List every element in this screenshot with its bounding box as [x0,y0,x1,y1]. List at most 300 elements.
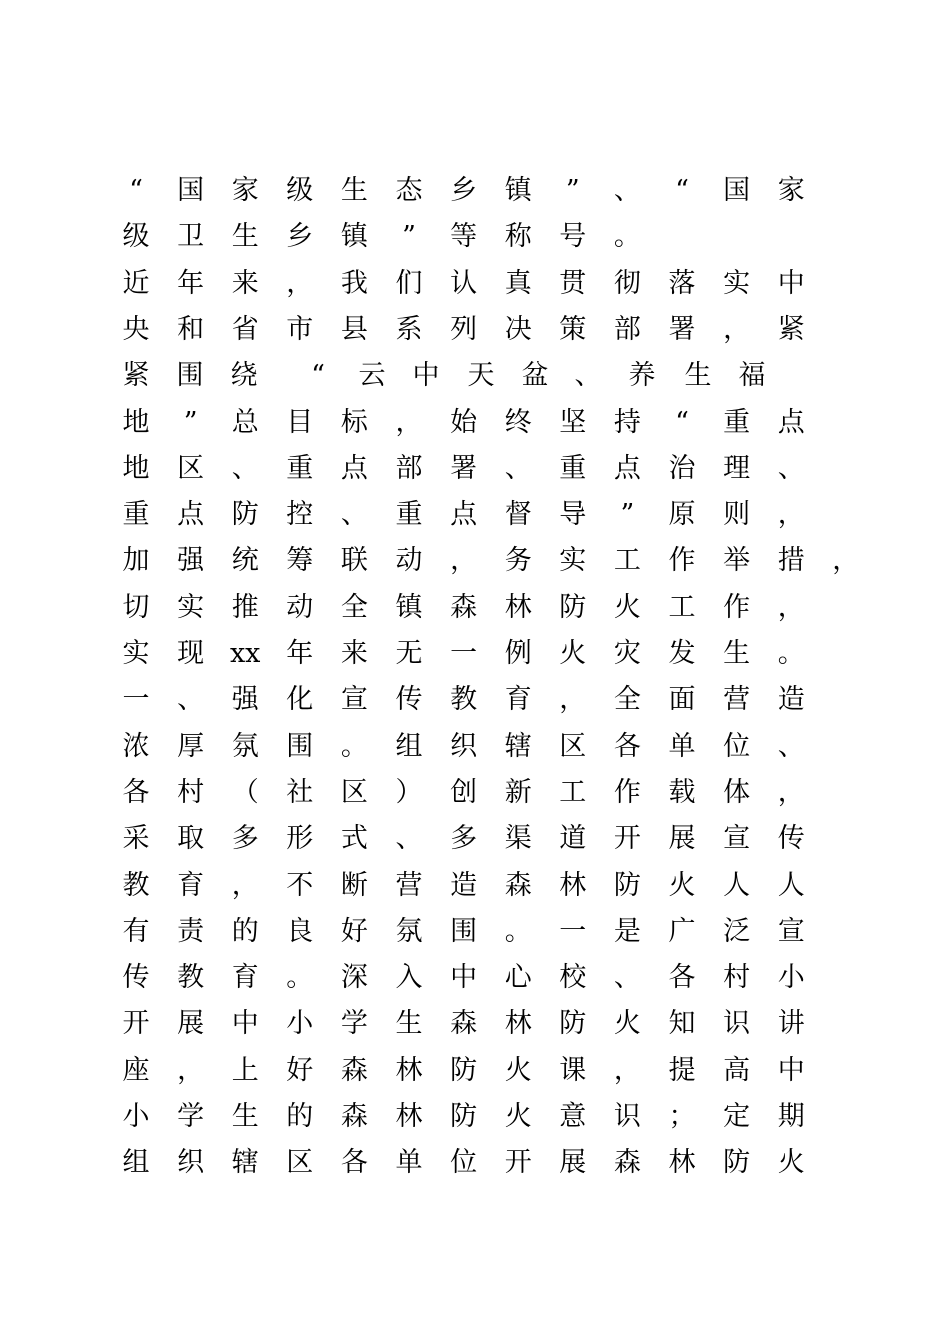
text-char: ， [723,313,751,345]
text-char: 中 [450,962,478,994]
text-char: 天 [467,360,495,392]
text-char: ， [395,406,423,438]
text-char: 持 [613,406,641,438]
text-char: 贯 [559,267,587,299]
text-char: 统 [231,545,259,577]
text-char: 、 [777,730,805,762]
text-char: 推 [231,591,259,623]
text-char: 现 [177,638,205,669]
text-char: 。 [286,962,314,994]
text-char: 氛 [395,915,423,947]
text-char: 知 [668,1008,696,1040]
text-char: 、 [395,823,423,855]
text-char: 作 [668,545,696,577]
text-char: 切 [122,591,150,623]
text-char: ， [177,1054,205,1086]
text-char: 县 [340,313,368,345]
text-char: 围 [450,915,478,947]
text-char: 们 [395,267,423,299]
text-char: 、 [777,452,805,484]
text-line [0,816,950,862]
text-char: 林 [559,869,587,901]
text-char: 育 [177,869,205,901]
text-char: 林 [395,1054,423,1086]
text-char: 、 [574,360,602,392]
text-char: 态 [395,175,423,206]
text-char: ， [777,499,805,531]
text-char: 措 [777,545,805,577]
text-char: ） [395,776,423,808]
text-char: 联 [340,545,368,577]
text-char: 防 [723,1147,751,1179]
text-char: 学 [340,1008,368,1040]
text-char: 教 [122,869,150,901]
text-char: 森 [450,1008,478,1040]
text-char: 断 [340,869,368,901]
text-char: 作 [613,776,641,808]
text-char: 造 [777,684,805,716]
text-char: 宣 [777,915,805,947]
text-char: 火 [613,591,641,623]
text-char: 体 [723,776,751,808]
text-char: 火 [613,1008,641,1040]
text-char: ” [402,221,416,253]
text-char: 多 [231,823,259,855]
text-char: 组 [122,1147,150,1179]
text-char: 作 [723,591,751,623]
text-char: 来 [340,638,368,669]
text-char: 区 [177,452,205,484]
text-char: 上 [231,1054,259,1086]
text-char: 筹 [286,545,314,577]
text-char: 防 [613,869,641,901]
text-char: ， [450,545,478,577]
text-line [0,585,950,631]
text-char: 传 [122,962,150,994]
text-char: 开 [504,1147,532,1179]
text-char: 彻 [613,267,641,299]
text-char: 育 [231,962,259,994]
text-char: 式 [340,823,368,855]
text-char: 中 [412,360,440,392]
text-char: 展 [559,1147,587,1179]
text-char: 全 [340,591,368,623]
text-char: 点 [450,499,478,531]
text-line [0,631,950,677]
text-char: 形 [286,823,314,855]
text-line [0,677,950,723]
text-char: 高 [723,1054,751,1086]
text-char: 。 [613,221,641,253]
text-char: 省 [231,313,259,345]
text-char: 点 [340,452,368,484]
text-char: 火 [559,638,587,669]
text-char: ， [559,684,587,716]
text-line [0,400,950,446]
text-char: 、 [340,499,368,531]
text-char: 实 [559,545,587,577]
text-char: 氛 [231,730,259,762]
text-char: 村 [177,776,205,808]
text-char: 卫 [177,221,205,253]
text-char: 控 [286,499,314,531]
text-char: ， [777,591,805,623]
text-char: 防 [559,1008,587,1040]
text-char: 盆 [521,360,549,392]
text-char: 实 [177,591,205,623]
text-char: 森 [340,1054,368,1086]
text-char: 厚 [177,730,205,762]
text-char: 区 [340,776,368,808]
text-char: 入 [395,962,423,994]
text-line [0,214,950,260]
text-char: 良 [286,915,314,947]
text-char: 署 [450,452,478,484]
text-char: 近 [122,267,150,299]
text-char: 生 [395,1008,423,1040]
text-char: 新 [504,776,532,808]
text-char: 发 [668,638,696,669]
text-char: 工 [613,545,641,577]
text-char: 营 [723,684,751,716]
text-char: 、 [504,452,532,484]
text-char: 重 [122,499,150,531]
text-char: 火 [504,1101,532,1132]
text-char: 一 [559,915,587,947]
text-char: 原 [668,499,696,531]
text-line [0,307,950,353]
text-char: 导 [559,499,587,531]
text-char: 区 [559,730,587,762]
text-char: 。 [504,915,532,947]
text-char: 系 [395,313,423,345]
text-char: 意 [559,1101,587,1132]
text-char: 务 [504,545,532,577]
text-char: 年 [177,267,205,299]
text-char: 是 [613,915,641,947]
text-char: 工 [559,776,587,808]
text-line [0,863,950,909]
text-char: 心 [504,962,532,994]
text-char: 好 [340,915,368,947]
text-char: 重 [559,452,587,484]
text-char: 紧 [122,360,150,392]
text-char: 学 [177,1101,205,1132]
text-char: 养 [628,360,656,392]
text-line [0,492,950,538]
text-char: 期 [777,1101,805,1132]
text-char: 森 [504,869,532,901]
text-char: 区 [286,1147,314,1179]
text-char: 国 [177,175,205,206]
text-char: 。 [340,730,368,762]
text-char: 真 [504,267,532,299]
text-char: ” [565,175,580,206]
text-line [0,955,950,1001]
text-char: 各 [340,1147,368,1179]
text-char: 乡 [286,221,314,253]
text-char: ； [668,1101,696,1132]
text-char: 和 [177,313,205,345]
text-char: ， [286,267,314,299]
text-char: 乡 [450,175,478,206]
text-char: 织 [450,730,478,762]
text-char: 策 [559,313,587,345]
text-char: 营 [395,869,423,901]
text-char: 。 [777,638,805,669]
text-char: 辖 [504,730,532,762]
text-char: 位 [723,730,751,762]
text-char: 课 [559,1054,587,1086]
text-char: 中 [777,267,805,299]
text-char: 福 [738,360,766,392]
text-char: 传 [395,684,423,716]
text-char: 则 [723,499,751,531]
text-char: 识 [723,1008,751,1040]
text-char: 总 [231,406,259,438]
text-char: 重 [395,499,423,531]
text-char: 决 [504,313,532,345]
text-char: 生 [723,638,751,669]
text-char: 督 [504,499,532,531]
text-char: “ [311,360,325,392]
text-char: 级 [286,175,314,206]
text-char: 的 [231,915,259,947]
text-char: 镇 [340,221,368,253]
text-char: 采 [122,823,150,855]
text-char: 小 [122,1101,150,1132]
text-char: 生 [340,175,368,206]
text-char: 林 [668,1147,696,1179]
text-char: 深 [340,962,368,994]
text-char: 浓 [122,730,150,762]
text-char: 座 [122,1054,150,1086]
text-char: 点 [613,452,641,484]
text-char: 讲 [777,1008,805,1040]
text-char: 标 [340,406,368,438]
text-char: 不 [286,869,314,901]
text-char: 校 [559,962,587,994]
text-char: 道 [559,823,587,855]
text-char: ， [832,545,860,577]
text-char: 载 [668,776,696,808]
text-char: “ [675,175,689,206]
text-char: 署 [668,313,696,345]
text-char: 责 [177,915,205,947]
text-char: 围 [176,360,204,392]
text-char: 重 [723,406,751,438]
text-char: 森 [450,591,478,623]
text-char: 定 [723,1101,751,1132]
text-char: 全 [613,684,641,716]
text-char: 开 [613,823,641,855]
text-char: 林 [395,1101,423,1132]
text-char: ， [613,1054,641,1086]
text-char: 渠 [504,823,532,855]
text-char: 位 [450,1147,478,1179]
text-char: 展 [177,1008,205,1040]
text-char: 市 [286,313,314,345]
text-char: 始 [450,406,478,438]
text-char: 织 [177,1147,205,1179]
text-char: 治 [668,452,696,484]
text-char: 宣 [723,823,751,855]
text-char: 家 [231,175,259,206]
text-char: 列 [450,313,478,345]
text-char: 号 [559,221,587,253]
text-char: 重 [286,452,314,484]
text-char: 围 [286,730,314,762]
text-char: 中 [777,1054,805,1086]
text-char: 森 [613,1147,641,1179]
text-char: 点 [777,406,805,438]
text-char: 镇 [504,175,532,206]
text-line [0,446,950,492]
text-char: 绕 [230,360,258,392]
text-char: 无 [395,638,423,669]
text-line [0,1048,950,1094]
text-char: 防 [450,1054,478,1086]
text-char: 实 [122,638,150,669]
text-char: 目 [286,406,314,438]
text-char: 生 [231,1101,259,1132]
text-char: 认 [450,267,478,299]
text-char: 、 [231,452,259,484]
text-char: 提 [668,1054,696,1086]
text-char: ， [777,776,805,808]
text-char: 面 [668,684,696,716]
text-char: 、 [613,962,641,994]
text-char: 教 [177,962,205,994]
text-char: 镇 [395,591,423,623]
text-line [0,353,950,399]
text-char: 防 [231,499,259,531]
text-char: 有 [122,915,150,947]
text-char: 、 [177,684,205,716]
text-char: 紧 [777,313,805,345]
text-char: 举 [723,545,751,577]
text-char: 人 [723,869,751,901]
text-char: 级 [122,221,150,253]
text-char: 落 [668,267,696,299]
text-char: 化 [286,684,314,716]
text-char: 各 [122,776,150,808]
text-char: 单 [668,730,696,762]
text-char: 的 [286,1101,314,1132]
text-char: 开 [122,1008,150,1040]
text-line [0,909,950,955]
text-char: 动 [286,591,314,623]
text-char: 组 [395,730,423,762]
text-char: 小 [286,1008,314,1040]
text-char: 育 [504,684,532,716]
text-char: 例 [504,638,532,669]
text-char: 称 [504,221,532,253]
text-char: 生 [684,360,712,392]
text-char: 国 [723,175,751,206]
text-char: ” [620,499,635,531]
text-char: 我 [340,267,368,299]
text-char: 多 [450,823,478,855]
text-char: 加 [122,545,150,577]
text-char: 点 [177,499,205,531]
text-char: 各 [668,962,696,994]
text-char: 地 [122,452,150,484]
text-char: 辖 [231,1147,259,1179]
text-char: 创 [450,776,478,808]
text-char: 宣 [340,684,368,716]
text-char: 好 [286,1054,314,1086]
text-char: 造 [450,869,478,901]
text-char: 实 [723,267,751,299]
text-char: 教 [450,684,478,716]
text-line [0,168,950,214]
text-char: “ [675,406,689,438]
text-char: 火 [504,1054,532,1086]
text-char: 部 [395,452,423,484]
text-char: 强 [231,684,259,716]
text-char: 村 [723,962,751,994]
text-char: 展 [668,823,696,855]
text-char: 社 [286,776,314,808]
text-char: 终 [504,406,532,438]
text-line [0,261,950,307]
text-char: 传 [777,823,805,855]
text-char: 小 [777,962,805,994]
text-char: 地 [122,406,150,438]
text-char: ” [183,406,198,438]
text-char: “ [129,175,143,206]
text-line [0,1001,950,1047]
text-char: 防 [450,1101,478,1132]
text-char: 灾 [613,638,641,669]
text-char: 泛 [723,915,751,947]
text-char: 动 [395,545,423,577]
text-line [0,538,950,584]
text-char: 坚 [559,406,587,438]
text-char: 一 [122,684,150,716]
text-char: 火 [777,1147,805,1179]
text-char: 年 [286,638,314,669]
text-char: 防 [559,591,587,623]
text-char: 工 [668,591,696,623]
text-char: 等 [450,221,478,253]
text-char: 林 [504,1008,532,1040]
text-char: （ [231,776,259,808]
text-char: 各 [613,730,641,762]
text-char: 识 [613,1101,641,1132]
text-char: 广 [668,915,696,947]
text-char: ， [231,869,259,901]
text-char: 云 [358,360,386,392]
text-char: 生 [231,221,259,253]
text-char: 部 [613,313,641,345]
text-char: xx [229,638,261,669]
text-line [0,770,950,816]
text-line [0,1140,950,1186]
text-char: 、 [613,175,641,206]
text-char: 一 [450,638,478,669]
text-char: 森 [340,1101,368,1132]
text-char: 林 [504,591,532,623]
text-line [0,1094,950,1140]
text-char: 单 [395,1147,423,1179]
text-char: 家 [777,175,805,206]
text-line [0,724,950,770]
text-char: 央 [122,313,150,345]
text-char: 中 [231,1008,259,1040]
text-char: 强 [177,545,205,577]
